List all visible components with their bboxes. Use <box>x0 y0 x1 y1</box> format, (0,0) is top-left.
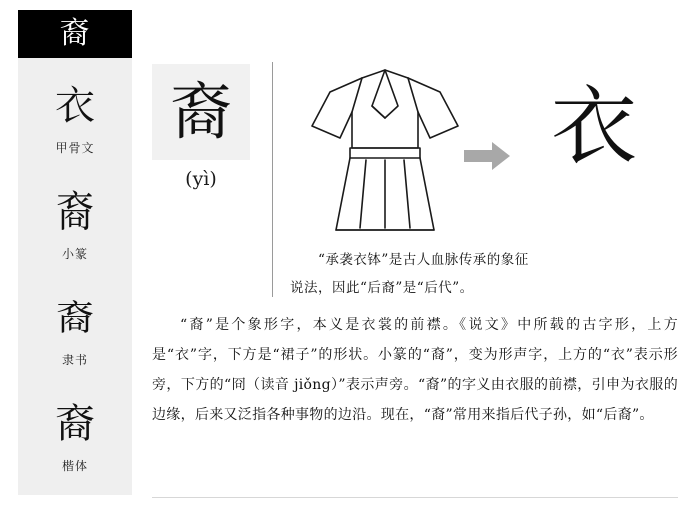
script-label-seal: 小篆 <box>61 246 88 261</box>
headword-pinyin: (yì) <box>185 168 217 190</box>
robe-illustration-icon <box>300 62 470 240</box>
script-glyph-oracle: 衣 <box>55 82 95 129</box>
caption-line-1: “承袭衣钵”是古人血脉传承的象征 <box>318 252 529 268</box>
vertical-divider <box>272 62 273 297</box>
script-label-regular: 楷体 <box>61 458 88 473</box>
explanation-body <box>152 310 678 430</box>
script-glyph-regular: 裔 <box>55 400 95 447</box>
explanation-paragraph: “裔”是个象形字，本义是衣裳的前襟。《说文》中所载的古字形，上方是“衣”字，下方是“裙子”的形状。小篆的“裔”，变为形声字，上方的“衣”表示形旁，下方的“冏（读音 jiǒng）”表示声旁。“裔”的字义由衣服的前襟，引申为衣服的边缘，后来又泛指各种事物的边沿。现在，“裔”常用来指后代子孙，如“后裔”。 <box>152 317 678 423</box>
script-item-oracle <box>18 66 132 172</box>
headword-character: 裔 <box>169 75 232 148</box>
script-item-regular <box>18 384 132 490</box>
script-item-clerical <box>18 278 132 384</box>
script-glyph-seal: 裔 <box>55 186 94 237</box>
script-glyph-clerical: 裔 <box>55 297 94 338</box>
script-list <box>18 58 132 490</box>
headword-card <box>152 64 250 160</box>
caption-line-2: 说法，因此“后裔”是“后代”。 <box>290 280 474 296</box>
script-evolution-sidebar <box>18 10 132 495</box>
illustration-panel <box>286 62 678 242</box>
script-item-seal <box>18 172 132 278</box>
sidebar-header <box>18 10 132 58</box>
bottom-divider <box>152 497 678 498</box>
script-label-oracle: 甲骨文 <box>55 140 95 155</box>
illustration-caption <box>290 246 678 302</box>
oracle-glyph-large: 衣 <box>551 77 637 177</box>
script-label-clerical: 隶书 <box>61 352 88 367</box>
headword-char-badge: 裔 <box>59 16 91 51</box>
right-arrow-icon <box>464 142 510 170</box>
